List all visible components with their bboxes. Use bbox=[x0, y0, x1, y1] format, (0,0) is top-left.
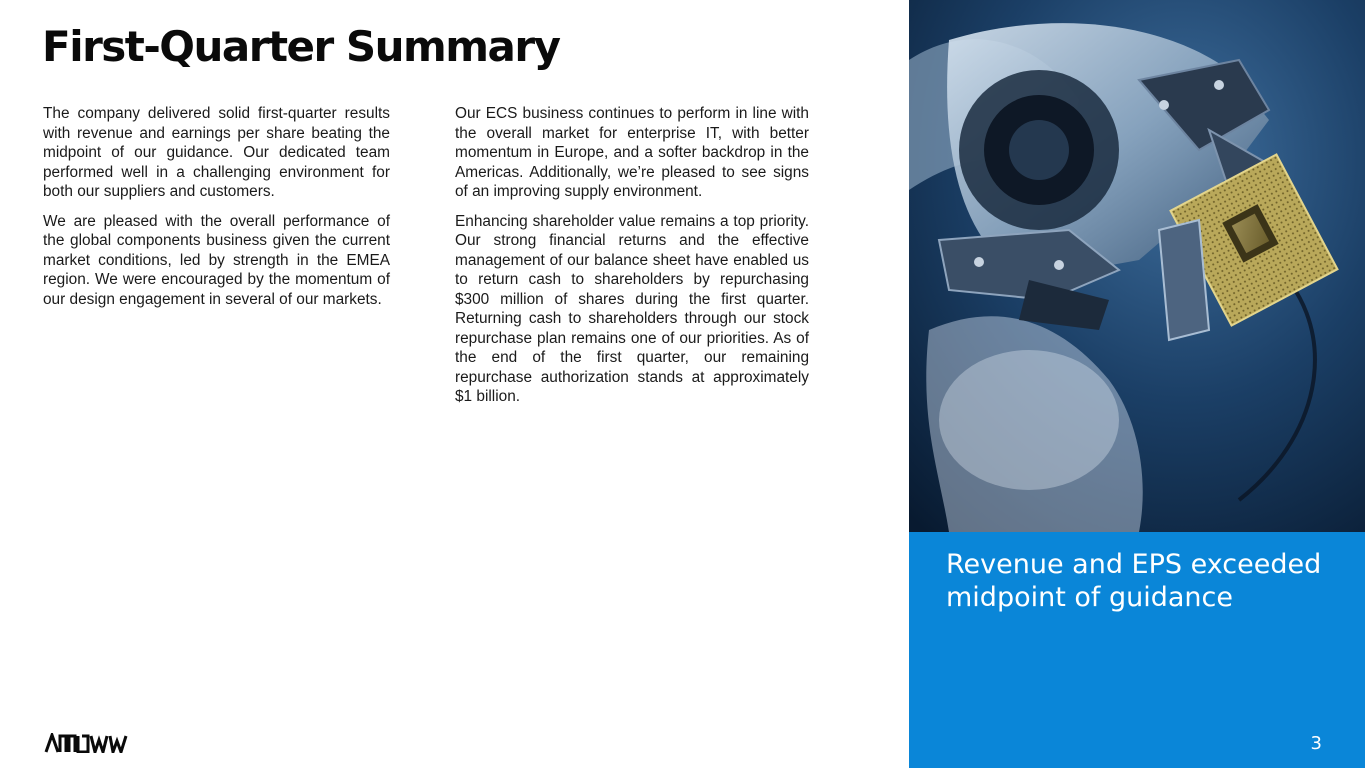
robot-arm-chip-photo bbox=[909, 0, 1365, 532]
right-text-column bbox=[455, 104, 809, 417]
arrow-logo bbox=[44, 733, 130, 753]
callout-text: Revenue and EPS exceeded midpoint of guidance bbox=[946, 549, 1322, 613]
paragraph-first-quarter-results: The company delivered solid first-quarter results with revenue and earnings per share beating the midpoint of our guidance. Our dedicated team performed well in a challenging environment for both our suppliers and customers. bbox=[43, 105, 390, 200]
page-number: 3 bbox=[1310, 733, 1322, 754]
paragraph-ecs-business: Our ECS business continues to perform in line with the overall market for enterprise IT, with better momentum in Europe, and a softer backdrop in the Americas. Additionally, we’re pleased to see signs of an improving supply environment. bbox=[455, 105, 809, 200]
paragraph-shareholder-value: Enhancing shareholder value remains a top priority. Our strong financial returns and the effective management of our balance sheet have enabled us to return cash to shareholders by repurchasing $300 million of shares during the first quarter. Returning cash to shareholders through our stock repurchase plan remains one of our priorities. As of the end of the first quarter, our remaining repurchase authorization stands at approximately $1 billion. bbox=[455, 212, 809, 405]
paragraph-components-performance: We are pleased with the overall performance of the global components business given the current market conditions, led by strength in the EMEA region. We were encouraged by the momentum of our design engagement in several of our markets. bbox=[43, 212, 390, 308]
page-title: First-Quarter Summary bbox=[42, 22, 560, 71]
callout-panel bbox=[909, 532, 1365, 768]
left-text-column bbox=[43, 104, 390, 319]
robot-arm-illustration bbox=[909, 0, 1365, 532]
